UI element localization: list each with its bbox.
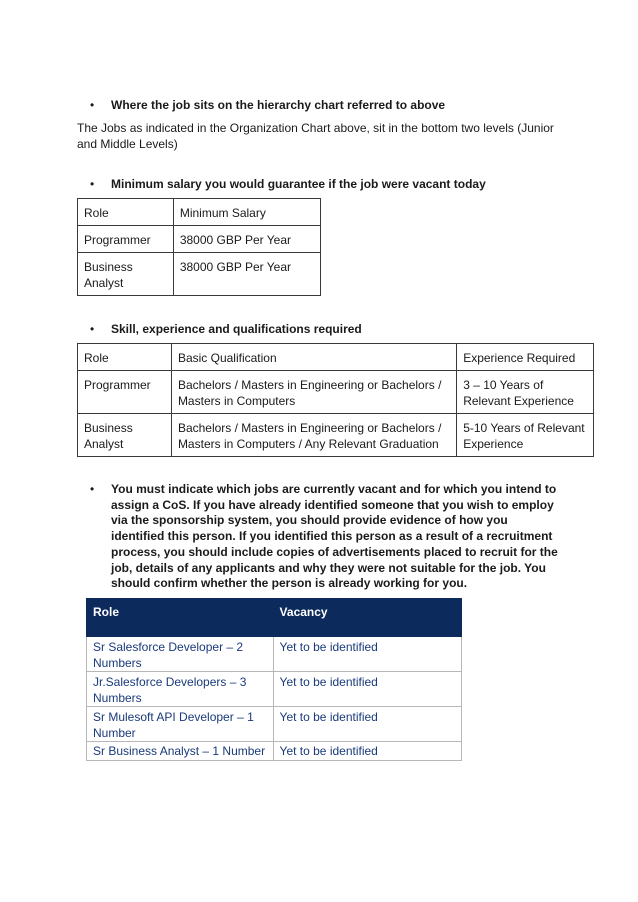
table-cell: Sr Salesforce Developer – 2 Numbers <box>87 637 274 672</box>
bullet-hierarchy <box>90 98 445 114</box>
table-header-cell: Basic Qualification <box>171 344 456 371</box>
table-header-cell: Vacancy <box>273 599 461 637</box>
salary-table <box>77 198 321 296</box>
table-header-cell: Role <box>78 344 172 371</box>
table-cell: 38000 GBP Per Year <box>173 226 320 253</box>
table-cell: Yet to be identified <box>273 742 461 761</box>
bullet-min-salary-text: Minimum salary you would guarantee if the job were vacant today <box>111 177 486 191</box>
table-row <box>78 414 594 457</box>
bullet-dot: • <box>90 98 95 112</box>
bullet-dot: • <box>90 322 95 336</box>
table-cell: Programmer <box>78 226 174 253</box>
table-row <box>78 199 321 226</box>
skills-table <box>77 343 594 457</box>
bullet-vacancies-text: You must indicate which jobs are currently vacant and for which you intend to assign a CoS. If you have already identified someone that you wish to employ via the sponsorship system, you should provide evidence of how you identified this person. If you identified this person as a result of a recruitment process, you should include copies of advertisements placed to recruit for the job, details of any applicants and why they were not suitable for the job. You should confirm whether the person is already working for you. <box>111 482 558 591</box>
hierarchy-paragraph: The Jobs as indicated in the Organization Chart above, sit in the bottom two levels (Junior and Middle Levels) <box>77 121 554 151</box>
bullet-dot: • <box>90 177 95 191</box>
table-row <box>87 742 462 761</box>
table-cell: Yet to be identified <box>273 637 461 672</box>
table-cell: Yet to be identified <box>273 672 461 707</box>
table-cell: Sr Business Analyst – 1 Number <box>87 742 274 761</box>
table-row <box>87 672 462 707</box>
table-cell: 38000 GBP Per Year <box>173 253 320 296</box>
table-row <box>78 371 594 414</box>
table-row <box>78 253 321 296</box>
bullet-skills-text: Skill, experience and qualifications required <box>111 322 362 336</box>
table-row <box>78 344 594 371</box>
bullet-skills <box>90 322 362 338</box>
vacancy-table <box>86 598 462 761</box>
table-row <box>78 226 321 253</box>
table-cell: Jr.Salesforce Developers – 3 Numbers <box>87 672 274 707</box>
bullet-hierarchy-text: Where the job sits on the hierarchy chart referred to above <box>111 98 446 112</box>
table-cell: Yet to be identified <box>273 707 461 742</box>
bullet-vacancies <box>90 482 562 592</box>
table-header-cell: Experience Required <box>457 344 594 371</box>
bullet-min-salary <box>90 177 486 193</box>
table-cell: Bachelors / Masters in Engineering or Bachelors / Masters in Computers / Any Relevant Graduation <box>171 414 456 457</box>
table-header-cell: Role <box>87 599 274 637</box>
table-row <box>87 707 462 742</box>
table-cell: Sr Mulesoft API Developer – 1 Number <box>87 707 274 742</box>
table-header-cell: Role <box>78 199 174 226</box>
table-header-row <box>87 599 462 637</box>
table-cell: Programmer <box>78 371 172 414</box>
table-cell: 3 – 10 Years of Relevant Experience <box>457 371 594 414</box>
table-row <box>87 637 462 672</box>
table-cell: Bachelors / Masters in Engineering or Bachelors / Masters in Computers <box>171 371 456 414</box>
table-cell: Business Analyst <box>78 253 174 296</box>
bullet-dot: • <box>90 482 95 496</box>
table-cell: Business Analyst <box>78 414 172 457</box>
table-header-cell: Minimum Salary <box>173 199 320 226</box>
table-cell: 5-10 Years of Relevant Experience <box>457 414 594 457</box>
